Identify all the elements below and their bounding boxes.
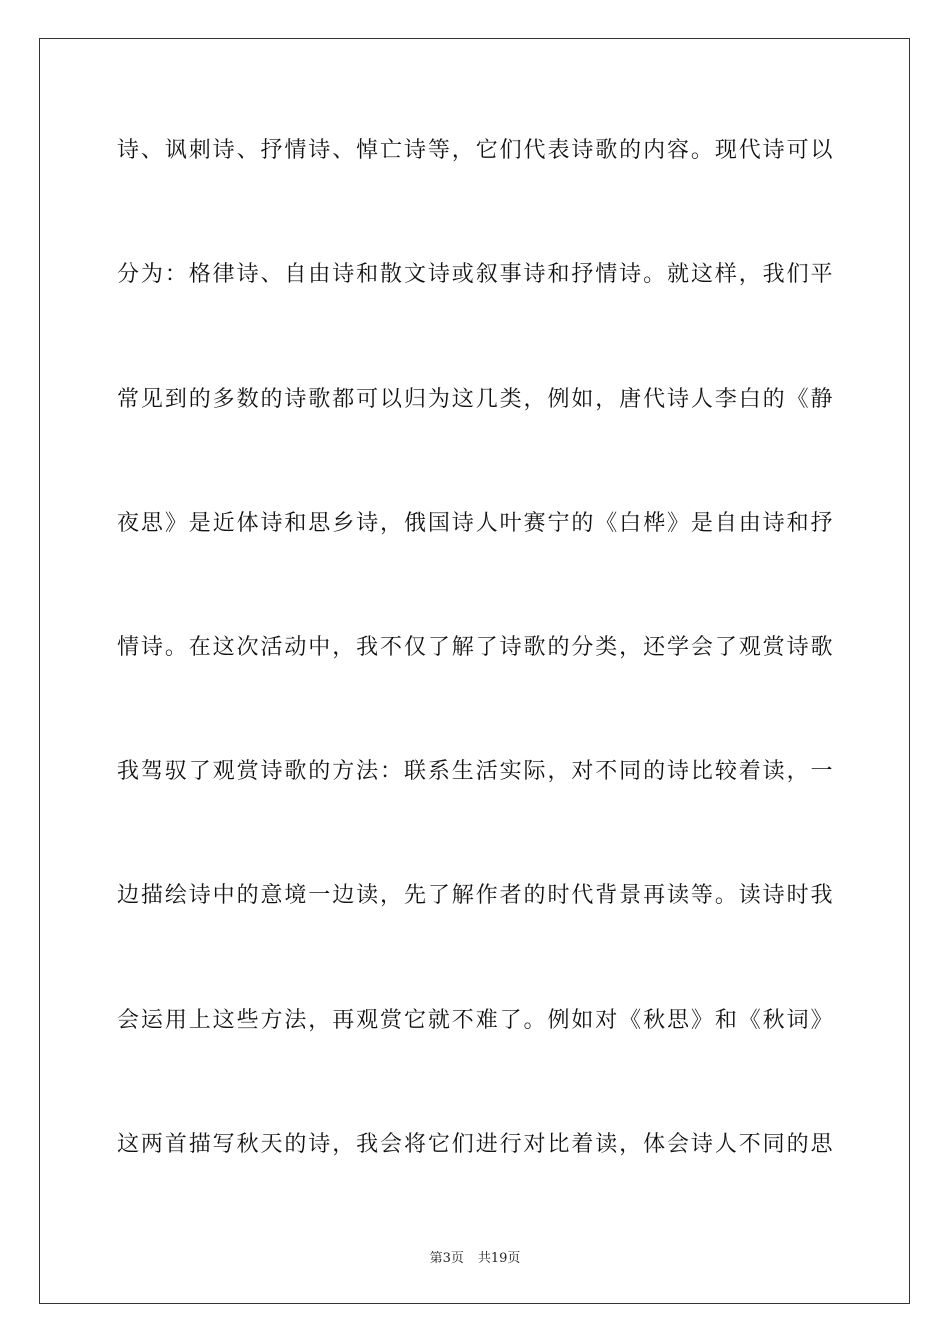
text-line: 常见到的多数的诗歌都可以归为这几类，例如，唐代诗人李白的《静 (117, 387, 833, 412)
page-frame (39, 38, 910, 1304)
page-number-current: 第3页 (429, 1251, 464, 1266)
text-line: 这两首描写秋天的诗，我会将它们进行对比着读，体会诗人不同的思 (117, 1132, 833, 1157)
page-footer (0, 1247, 950, 1266)
text-line: 边描绘诗中的意境一边读，先了解作者的时代背景再读等。读诗时我 (117, 883, 833, 908)
text-line: 我驾驭了观赏诗歌的方法：联系生活实际，对不同的诗比较着读，一 (117, 759, 833, 784)
text-line: 分为：格律诗、自由诗和散文诗或叙事诗和抒情诗。就这样，我们平 (117, 262, 833, 287)
text-line: 情诗。在这次活动中，我不仅了解了诗歌的分类，还学会了观赏诗歌 (117, 635, 833, 660)
text-line: 夜思》是近体诗和思乡诗，俄国诗人叶赛宁的《白桦》是自由诗和抒 (117, 511, 833, 536)
text-line: 会运用上这些方法，再观赏它就不难了。例如对《秋思》和《秋词》 (117, 1008, 833, 1033)
page-number-total: 共19页 (477, 1251, 521, 1266)
text-line: 诗、讽刺诗、抒情诗、悼亡诗等，它们代表诗歌的内容。现代诗可以 (117, 138, 833, 163)
